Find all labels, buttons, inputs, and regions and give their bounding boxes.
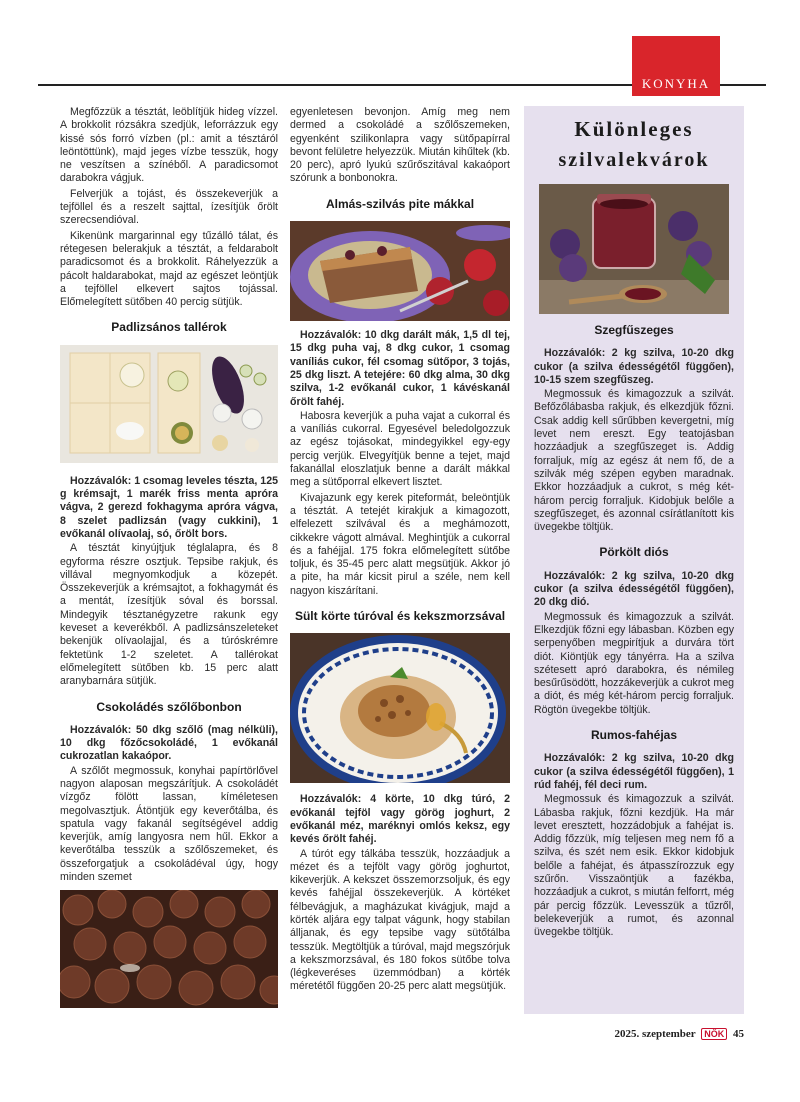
section-label: KONYHA xyxy=(641,76,711,91)
recipe-title-rumos: Rumos-fahéjas xyxy=(590,728,678,743)
recipe-title-korte: Sült körte túróval és kekszmorzsával xyxy=(294,609,506,624)
page-footer xyxy=(614,1028,744,1040)
ingredients-rumos: Hozzávalók: 2 kg szilva, 10-20 dkg cukor (a szilva édességétől függően), 1 rúd fahéj, fél deci rum. xyxy=(534,752,734,791)
ingredients-almas: Hozzávalók: 10 dkg darált mák, 1,5 dl tej, 15 dkg puha vaj, 8 dkg cukor, 1 csomag vaníliás cukor, fél csomag sütőpor, 3 tojás, 25 dkg liszt. A tetejére: 60 dkg alma, 30 dkg szilva, 1-2 evőkanál cukor, 1 kávéskanál őrölt fahéj. xyxy=(290,329,510,408)
paragraph: A túrót egy tálkába tesszük, hozzáadjuk a mézet és a tejfölt vagy görög joghurtot, kikeverjük. A kekszet összemorzsoljuk, és egy kevés fahéjjal összekeverjük. A körtéket félbevágjuk, a magházukat kivágjuk, majd a körték aljára egy talpat vágunk, hogy stabilan álljanak, és egy tepsibe vagy sütőtálba tesszük. Megtöltjük a túróval, majd megszórjuk a kekszmorzsával, és 180 fokos sütőbe tolva (légkeveréses üzemmódban) a körték méretétől függően 20-25 perc alatt megsütjük. xyxy=(290,847,510,993)
paragraph: Felverjük a tojást, és összekeverjük a tejföllel és a reszelt sajttal, ízesítjük őrölt szerecsendióval. xyxy=(60,187,278,227)
magazine-logo: NŐK xyxy=(701,1028,727,1040)
recipe-title-almas: Almás-szilvás pite mákkal xyxy=(325,196,475,211)
sidebar-content xyxy=(524,324,744,939)
section-tag xyxy=(632,36,720,96)
photo-pite xyxy=(290,221,510,321)
photo-korte xyxy=(290,633,510,783)
paragraph: Kikenünk margarinnal egy tűzálló tálat, és rétegesen belerakjuk a tésztát, a feldarabolt paradicsomot és a brokkolit. Ráhelyezzük a pácolt haldarabokat, majd az egészet leöntjük a tejföllel elkevert sajtos tojással. Előmelegített sütőben 40 percig sütjük. xyxy=(60,229,278,309)
photo-lekvar xyxy=(539,184,729,314)
ingredients-szegfu: Hozzávalók: 2 kg szilva, 10-20 dkg cukor (a szilva édességétől függően), 10-15 szem szegfűszeg. xyxy=(534,347,734,386)
ingredients-padlizsan: Hozzávalók: 1 csomag leveles tészta, 125 g krémsajt, 1 marék friss menta apróra vágva, 2 gerezd fokhagyma apróra vágva, 8 szelet padlizsán (vagy cukkini), 1 evőkanál olívaolaj, só, őrölt bors. xyxy=(60,474,278,540)
recipe-title-dios: Pörkölt diós xyxy=(599,545,669,560)
photo-szolobonbon xyxy=(60,890,278,1008)
page-number: 45 xyxy=(733,1028,744,1040)
sidebar-title-line2: szilvalekvárok xyxy=(558,149,710,171)
recipe-title-padlizsan: Padlizsános tallérok xyxy=(111,320,227,335)
photo-padlizsan xyxy=(60,345,278,463)
paragraph: Megmossuk és kimagozzuk a szilvát. Befőzőlábasba rakjuk, és elkezdjük főzni. Csak addig kell sűrűbben kevergetni, míg levet nem ereszt. Egy teatojásban hozzáadjuk a szegfűszeget is. Addig forraljuk, míg az egész át nem fő, de a szilvák még szépen egyben maradnak. Ekkor hozzáadjuk a cukrot, s még két-három percig forraljuk. Kidobjuk belőle a szegfűszeget, és azonnal csírátlanított kis üvegekbe töltjük. xyxy=(534,388,734,534)
paragraph: egyenletesen bevonjon. Amíg meg nem dermed a csokoládé a szőlőszemeken, egyenként szilikonlapra vagy sütőpapírral bevont felületre helyezzük. Miután kihűltek (kb. 20 perc), apró lyukú szűrőszitával kakaóport szórunk a bonbonokra. xyxy=(290,106,510,185)
ingredients-csoki: Hozzávalók: 50 dkg szőlő (mag nélküli), 10 dkg főzőcsokoládé, 1 evőkanál cukrozatlan kakaópor. xyxy=(60,723,278,763)
column-2 xyxy=(290,106,510,996)
ingredients-korte: Hozzávalók: 4 körte, 10 dkg túró, 2 evőkanál tejföl vagy görög joghurt, 2 evőkanál méz, maréknyi omlós keksz, egy kevés őrölt fahéj. xyxy=(290,793,510,846)
paragraph: A szőlőt megmossuk, konyhai papírtörlővel nagyon alaposan megszárítjuk. A csokoládét vízgőz fölött lassan, kíméletesen megolvasztjuk. Átöntjük egy keverőtálba, és spatula vagy fakanál segítségével addig keverjük, amíg langyosra nem hűl. Ekkor a keverőtálba tesszük a szőlőszemeket, és összeforgatjuk a csokoládéval úgy, hogy minden szemet xyxy=(60,764,278,884)
sidebar-title-line1: Különleges xyxy=(574,117,694,141)
recipe-title-csoki: Csokoládés szőlőbonbon xyxy=(96,699,242,714)
sidebar-title xyxy=(524,106,744,176)
paragraph: Kivajazunk egy kerek piteformát, beleöntjük a tésztát. A tetejét kirakjuk a kimagozott, elfelezett szilvával és a meghámozott, cikkekre vágott almával. Meghintjük a cukorral és a fahéjjal. 175 fokra előmelegített sütőbe toljuk, és 35-45 perc alatt megsütjük. Akkor jó a pite, ha már kicsit pirul a széle, nem kell nagyon kiszárítani. xyxy=(290,491,510,597)
paragraph: Megfőzzük a tésztát, leöblítjük hideg vízzel. A brokkolit rózsákra szedjük, leforrázzuk egy kissé sós forró vízben (pl.: amit a tésztáról leöntöttünk), majd jeges vízbe tesszük, hogy ne veszítsen a színéből. A paradicsomot darabokra vágjuk. xyxy=(60,106,278,185)
recipe-title-szegfu: Szegfűszeges xyxy=(594,323,674,337)
issue-date: 2025. szeptember xyxy=(614,1028,696,1040)
column-1 xyxy=(60,106,278,1008)
ingredients-dios: Hozzávalók: 2 kg szilva, 10-20 dkg cukor (a szilva édességétől függően), 20 dkg dió. xyxy=(534,569,734,609)
paragraph: Habosra keverjük a puha vajat a cukorral és a vaníliás cukorral. Egyesével beledolgozzuk az egész tojásokat, mindegyikkel egy-egy percig verjük. Elvegyítjük benne a tejet, majd fakanállal eloszlatjuk benne a darált mákkal meg a sütőporral elkevert lisztet. xyxy=(290,409,510,489)
sidebar-box xyxy=(524,106,744,1014)
paragraph: Megmossuk és kimagozzuk a szilvát. Lábasba rakjuk, főzni kezdjük. Ha már levet eresztett, hozzádobjuk a fahéjat is. Addig főzzük, míg teljesen meg nem fő a szilva, és szét nem esik. Ekkor kidobjuk belőle a fahéjat, és átpasszírozzuk egy szűrőn. Visszaöntjük a fazékba, hozzáadjuk a cukrot, s miután felforrt, még pár percig főzzük. Levesszük a tűzről, belekeverjük a rumot, és azonnal üvegekbe töltjük. xyxy=(534,793,734,939)
paragraph: Megmossuk és kimagozzuk a szilvát. Elkezdjük főzni egy lábasban. Közben egy serpenyőben megpirítjuk a durvára tört diót. Kiöntjük egy tányérra. Ha a szilva szétesett apró darabokra, és némileg besűrűsödött, hozzákeverjük a cukrot meg a diót, és még két-három percig forraljuk. Rögtön üvegekbe töltjük. xyxy=(534,610,734,716)
paragraph: A tésztát kinyújtjuk téglalapra, és 8 egyforma részre osztjuk. Tepsibe rakjuk, és villával megnyomkodjuk a közepét. Összekeverjük a krémsajtot, a fokhagymát és a mentát, ízesítjük sóval és borssal. Mindegyik tésztanégyzetre rakunk egy keveset a keverékből. A padlizsánszeleteket bekenjük olívaolajjal, és a túróskrémre fektetünk 1-2 szeletet. A tallérokat előmelegített sütőben kb. 15 perc alatt aranybarnára sütjük. xyxy=(60,542,278,688)
